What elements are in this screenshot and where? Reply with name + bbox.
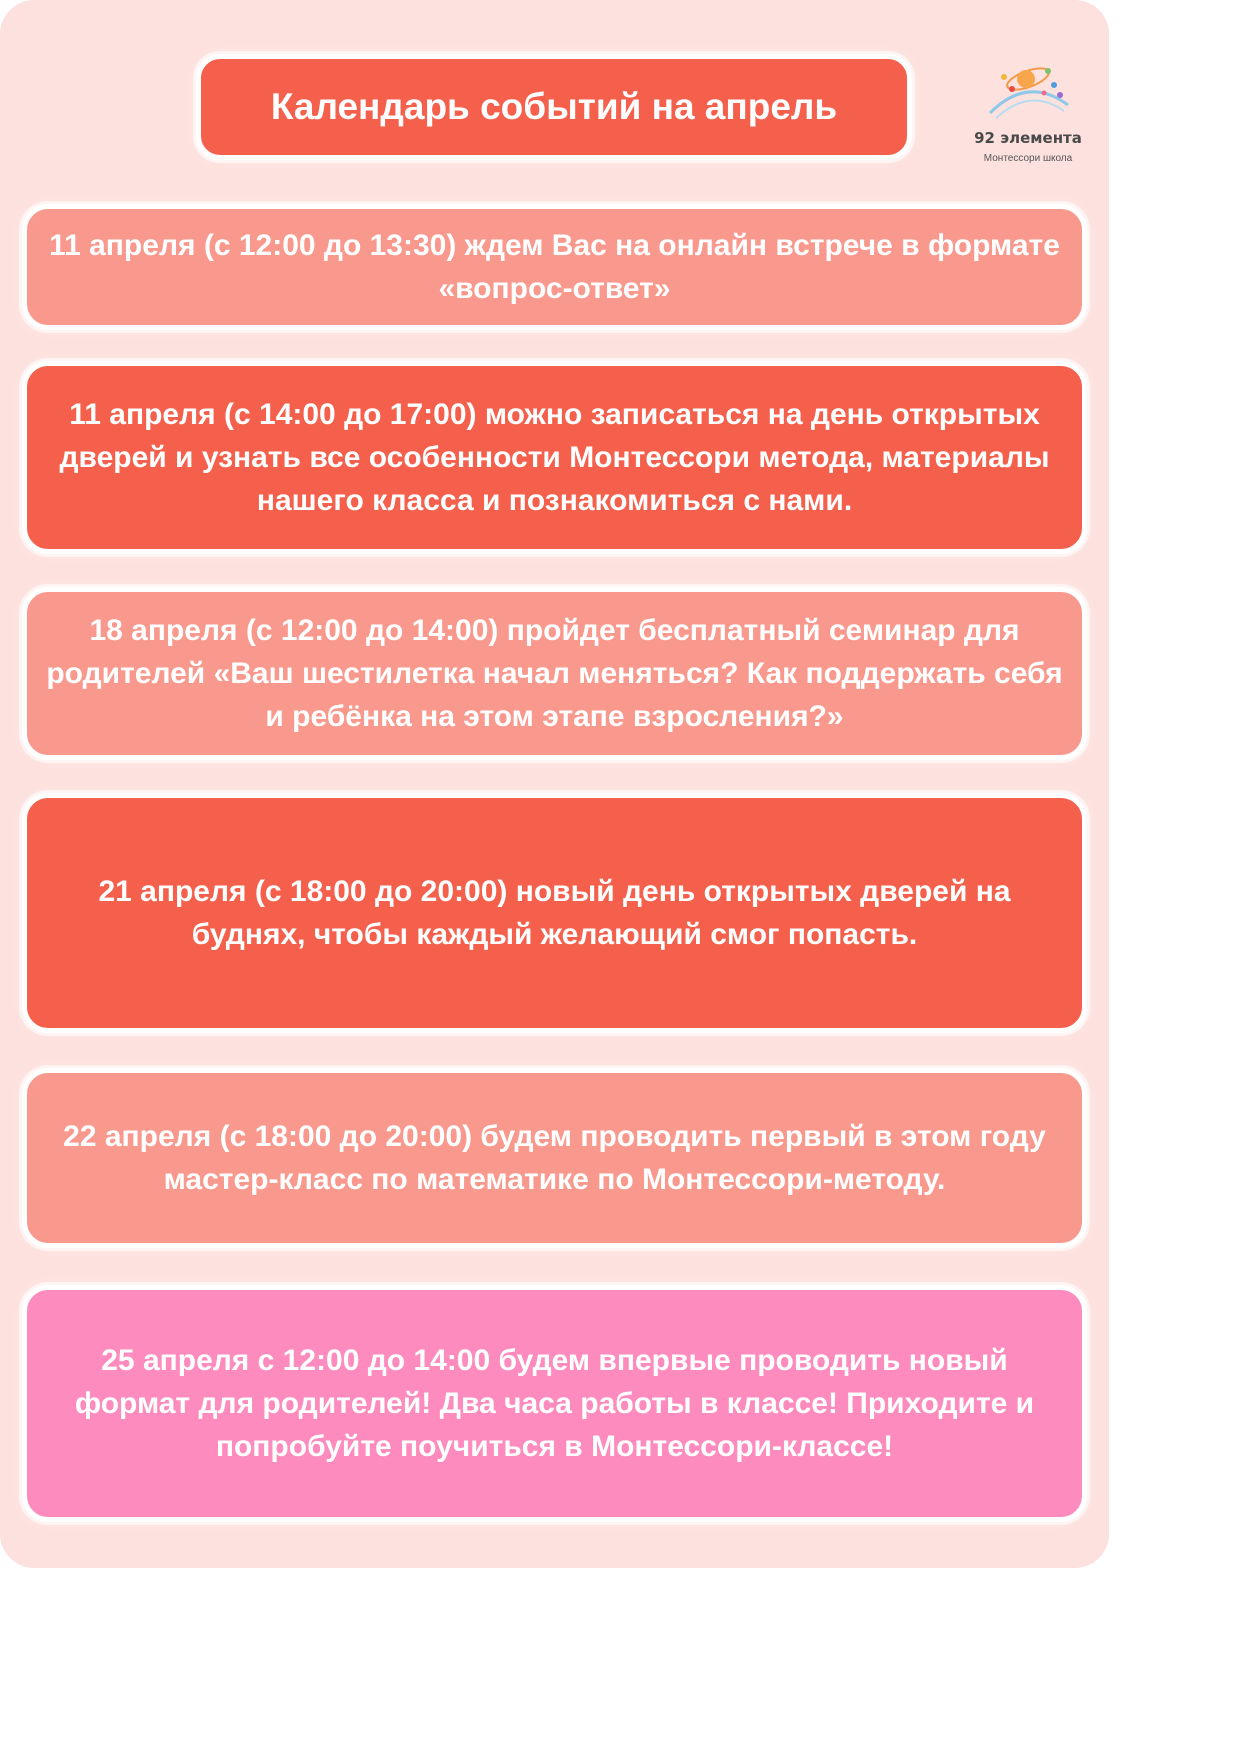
event-card <box>22 1285 1087 1522</box>
event-text: 22 апреля (с 18:00 до 20:00) будем проводить первый в этом году мастер-класс по математике по Монтессори-методу. <box>63 1120 1046 1196</box>
event-text: 25 апреля с 12:00 до 14:00 будем впервые проводить новый формат для родителей! Два часа работы в классе! Приходите и попробуйте поучиться в Монтессори-классе! <box>74 1344 1035 1463</box>
school-logo <box>968 55 1088 170</box>
event-text: 21 апреля (с 18:00 до 20:00) новый день открытых дверей на буднях, чтобы каждый желающий смог попасть. <box>98 875 1011 951</box>
planets-logo-icon <box>968 55 1088 125</box>
page-title-text: Календарь событий на апрель <box>270 86 838 127</box>
event-card <box>22 204 1087 330</box>
event-text: 18 апреля (с 12:00 до 14:00) пройдет бесплатный семинар для родителей «Ваш шестилетка начал меняться? Как поддержать себя и ребёнка на этом этапе взросления?» <box>46 614 1063 733</box>
event-text: 11 апреля (с 14:00 до 17:00) можно записаться на день открытых дверей и узнать все особенности Монтессори метода, материалы нашего класса и познакомиться с нами. <box>59 398 1050 517</box>
school-logo-subtitle: Монтессори школа <box>983 153 1073 164</box>
event-card <box>22 793 1087 1033</box>
page-title <box>196 54 912 160</box>
school-logo-name: 92 элемента <box>974 129 1082 147</box>
event-card <box>22 1068 1087 1248</box>
event-card <box>22 587 1087 760</box>
event-card <box>22 361 1087 554</box>
event-text: 11 апреля (с 12:00 до 13:30) ждем Вас на онлайн встрече в формате «вопрос-ответ» <box>49 229 1060 305</box>
